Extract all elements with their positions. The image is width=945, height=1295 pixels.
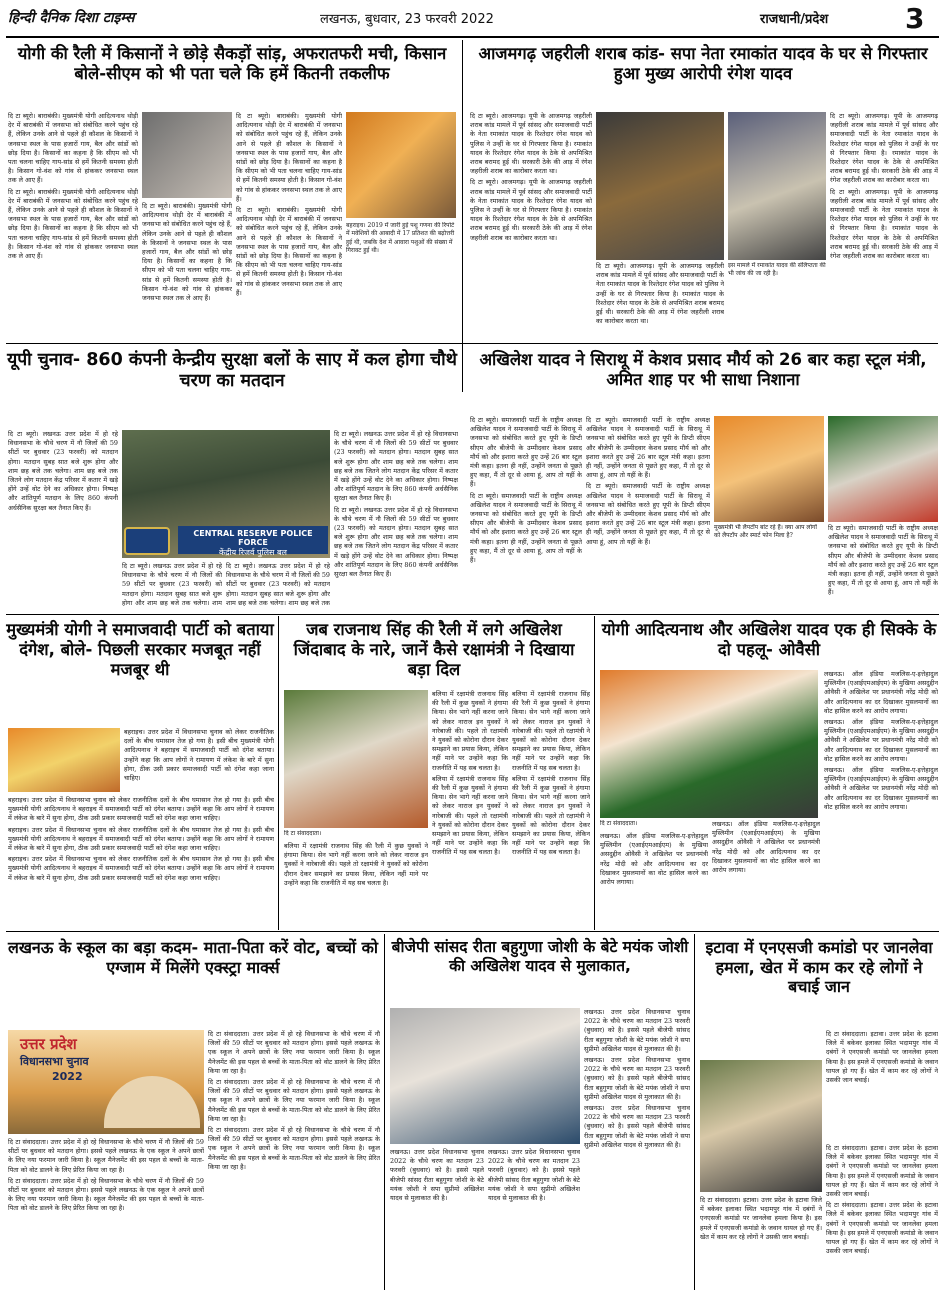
article-text: लखनऊ। ऑल इंडिया मजलिस-ए-इत्तेहादुल मुस्लिमीन (एआईएमआईएम) के मुखिया असदुद्दीन ओवैसी ने अखिलेश पर प्रधानमंत्री नरेंद्र मोदी को और आदित्यनाथ का दर दिखाकर मुसलमानों का वोट हासिल करने का आरोप लगाया। (600, 832, 708, 887)
article-headline: मुख्यमंत्री योगी ने समाजवादी पार्टी को बताया दंगेश, बोले- पिछली सरकार मजबूत नहीं मजबूर थी (6, 620, 274, 680)
article-text-continued: दि टा संवाददाता। उत्तर प्रदेश में हो रहे विधानसभा के चौथे चरण में नौ जिलों की 59 सीटों पर बुधवार को मतदान होगा। इससे पहले लखनऊ के एक स्कूल ने अपने छात्रों के लिए नया फरमान जारी किया है। स्कूल मैनेजमेंट की इस पहल से बच्चों के माता-पिता को वोट डालने के लिए प्रेरित किया जा रहा है। (208, 1078, 380, 1123)
photo-caption: बहराइच। 2019 में जारी हुई पशु गणना की रिपोर्ट में मवेशियों की आबादी में 17 प्रतिशत की बढ़ोत्तरी हुई थी, जबकि देश में आवारा पशुओं की संख्या में गिरावट हुई थी। (346, 222, 455, 255)
article-headline: बीजेपी सांसद रीता बहुगुणा जोशी के बेटे मयंक जोशी की अखिलेश यादव से मुलाकात, (391, 938, 689, 975)
article-body (8, 796, 274, 928)
article-body (600, 832, 708, 928)
article-text: दि टा ब्यूरो। बाराबंकी। मुख्यमंत्री योगी आदित्यनाथ थोड़ी देर में बाराबंकी में जनसभा को संबोधित करने पहुंच रहे हैं, लेकिन उनके आने से पहले ही कौशल के किसानों ने जनसभा स्थल के पास हजारों गाय, बैल और सांडों को छोड़ दिया है। किसानों का कहना है कि सीएम को भी पता चलना चाहिए गाय-सांड से हमें कितनी समस्या होती है। किसान गो-वंश को गांव से हांककर जनसभा स्थल तक ले आए हैं। (8, 112, 138, 185)
article-text-continued: बहराइच। उत्तर प्रदेश में विधानसभा चुनाव को लेकर राजनीतिक दलों के बीच घमासान तेज हो गया है। इसी बीच मुख्यमंत्री योगी आदित्यनाथ ने बहराइच में समाजवादी पार्टी को दंगेश बताया। उन्होंने कहा कि आप लोगों ने रामायण में लंकेश के बारे में सुना होगा, ठीक उसी प्रकार समाजवादी पार्टी को दंगेश कहा जाना चाहिए। (8, 825, 274, 853)
article-text-continued: दि टा ब्यूरो। आजमगढ़। यूपी के आजमगढ़ जहरीली शराब कांड मामले में पूर्व सांसद और समाजवादी पार्टी के नेता रमाकांत यादव के रिश्तेदार रंगेश यादव को पुलिस ने उन्हीं के घर से गिरफ्तार किया है। रमाकांत यादव के रिश्तेदार रंगेश यादव के ठेके से अपमिश्रित शराब बरामद हुई थी। सरकारी ठेके की आड़ में रंगेश जहरीली शराब का कारोबार करता था। (470, 178, 592, 242)
article-text-continued: लखनऊ। उत्तर प्रदेश विधानसभा चुनाव 2022 के चौथे चरण का मतदान 23 फरवरी (बुधवार) को है। इससे पहले बीजेपी सांसद रीता बहुगुणा जोशी के बेटे मयंक जोशी ने सपा सुप्रीमो अखिलेश यादव से मुलाकात की है। (584, 1104, 690, 1149)
article-text: दि टा संवाददाता। इटावा। उत्तर प्रदेश के इटावा जिले में बकेवर इलाका स्थित भदामपुर गांव में दबंगों ने एनएसजी कमांडो पर जानलेवा हमला किया है। इस हमले में एनएसजी कमांडो के जवान घायल हो गए हैं। खेत में काम कर रहे लोगों ने उसकी जान बचाई। (826, 1030, 938, 1085)
section-rule (6, 931, 939, 932)
section-rule (6, 614, 939, 615)
article-text-continued: बलिया में रक्षामंत्री राजनाथ सिंह की रैली में कुछ युवकों ने हंगामा किया। सेन भागे नहीं करना जाने को लेकर नाराज इन युवकों ने नारेबाजी की। पहले तो रक्षामंत्री ने युवकों को कोरोना दौरान देकर समझाने का प्रयास किया, लेकिन नहीं माने पर उन्होंने कहा कि राजनीति में यह सब चलता है। (512, 774, 590, 857)
article-headline: इटावा में एनएसजी कमांडो पर जानलेवा हमला, खेत में काम कर रहे लोगों ने बचाई जान (705, 938, 933, 997)
section-rule (462, 343, 938, 344)
article-body (584, 1008, 690, 1290)
ramakant-photo (728, 112, 826, 260)
article-body (830, 112, 938, 340)
article-body (712, 820, 820, 928)
article-text-continued: लखनऊ। ऑल इंडिया मजलिस-ए-इत्तेहादुल मुस्लिमीन (एआईएमआईएम) के मुखिया असदुद्दीन ओवैसी ने अखिलेश पर प्रधानमंत्री नरेंद्र मोदी को और आदित्यनाथ का दर दिखाकर मुसलमानों का वोट हासिल करने का आरोप लगाया। (824, 766, 938, 811)
article-text: लखनऊ। उत्तर प्रदेश विधानसभा चुनाव 2022 के चौथे चरण का मतदान 23 फरवरी (बुधवार) को है। इससे पहले बीजेपी सांसद रीता बहुगुणा जोशी के बेटे मयंक जोशी ने सपा सुप्रीमो अखिलेश यादव से मुलाकात की है। (488, 1148, 580, 1203)
article-text: लखनऊ। उत्तर प्रदेश विधानसभा चुनाव 2022 के चौथे चरण का मतदान 23 फरवरी (बुधवार) को है। इससे पहले बीजेपी सांसद रीता बहुगुणा जोशी के बेटे मयंक जोशी ने सपा सुप्रीमो अखिलेश यादव से मुलाकात की है। (584, 1008, 690, 1053)
article-headline: योगी की रैली में किसानों ने छोड़े सैकड़ों सांड़, अफरातफरी मची, किसान बोले-सीएम को भी पता चले कि हमें कितनी तकलीफ (17, 44, 447, 84)
masthead-paper-name: हिन्दी दैनिक दिशा टाइम्स (8, 10, 135, 26)
cow-photo (142, 112, 232, 198)
article-headline: आजमगढ़ जहरीली शराब कांड- सपा नेता रमाकांत यादव के घर से गिरफ्तार हुआ मुख्य आरोपी रंगेश यादव (478, 44, 928, 84)
column-rule (694, 934, 695, 1290)
liquor-photo (596, 112, 724, 260)
article-text-continued: दि टा ब्यूरो। आजमगढ़। यूपी के आजमगढ़ जहरीली शराब कांड मामले में पूर्व सांसद और समाजवादी पार्टी के नेता रमाकांत यादव के रिश्तेदार रंगेश यादव को पुलिस ने उन्हीं के घर से गिरफ्तार किया है। रमाकांत यादव के रिश्तेदार रंगेश यादव के ठेके से अपमिश्रित शराब बरामद हुई थी। सरकारी ठेके की आड़ में रंगेश जहरीली शराब का कारोबार करता था। (830, 187, 938, 261)
article-text: बहराइच। उत्तर प्रदेश में विधानसभा चुनाव को लेकर राजनीतिक दलों के बीच घमासान तेज हो गया है। इसी बीच मुख्यमंत्री योगी आदित्यनाथ ने बहराइच में समाजवादी पार्टी को दंगेश बताया। उन्होंने कहा कि आप लोगों ने रामायण में लंकेश के बारे में सुना होगा, ठीक उसी प्रकार समाजवादी पार्टी को दंगेश कहा जाना चाहिए। (124, 728, 274, 783)
photo-caption: मुख्यमंत्री भी लैपटॉप बांट रहे हैं। क्या आप लोगों को लैपटॉप और स्मार्ट फोन मिला है? (714, 524, 817, 540)
section-rule (6, 343, 462, 344)
article-text-continued: लखनऊ। उत्तर प्रदेश विधानसभा चुनाव 2022 के चौथे चरण का मतदान 23 फरवरी (बुधवार) को है। इससे पहले बीजेपी सांसद रीता बहुगुणा जोशी के बेटे मयंक जोशी ने सपा सुप्रीमो अखिलेश यादव से मुलाकात की है। (584, 1056, 690, 1101)
election-graphic (8, 1030, 204, 1134)
article-text-continued: दि टा ब्यूरो। लखनऊ उत्तर प्रदेश में हो रहे विधानसभा के चौथे चरण में नौ जिलों की 59 सीटों पर बुधवार (23 फरवरी) को मतदान होगा। मतदान सुबह सात बजे शुरू होगा और शाम छह बजे तक चलेगा। शाम छह बजे तक जितने लोग मतदान केंद्र परिसर में कतार में खड़े होंगे उन्हें वोट देने का अधिकार होगा। निष्पक्ष और शांतिपूर्ण मतदान के लिए 860 कंपनी अर्धसैनिक सुरक्षा बल तैनात किए हैं। (334, 505, 458, 579)
article-text: बहराइच। उत्तर प्रदेश में विधानसभा चुनाव को लेकर राजनीतिक दलों के बीच घमासान तेज हो गया है। इसी बीच मुख्यमंत्री योगी आदित्यनाथ ने बहराइच में समाजवादी पार्टी को दंगेश बताया। उन्होंने कहा कि आप लोगों ने रामायण में लंकेश के बारे में सुना होगा, ठीक उसी प्रकार समाजवादी पार्टी को दंगेश कहा जाना चाहिए। (8, 796, 274, 823)
article-text-continued: दि टा ब्यूरो। समाजवादी पार्टी के राष्ट्रीय अध्यक्ष अखिलेश यादव ने समाजवादी पार्टी के सिराथू में जनसभा को संबोधित करते हुए यूपी के डिप्टी सीएम और बीजेपी के उम्मीदवार केशव प्रसाद मौर्य को और इशारा करते हुए उन्हें 26 बार स्टूल मंत्री कहा। इतना ही नहीं, उन्होंने जनता से पूछते हुए कहा, मैं तो दूर से आया हूं, आप तो यहीं के हैं। (470, 491, 582, 565)
crpf-banner-text: CENTRAL RESERVE POLICE FORCE (193, 529, 313, 547)
masthead-page-number: 3 (905, 2, 925, 35)
masthead-section: राजधानी/प्रदेश (760, 12, 829, 27)
article-text-continued: बलिया में रक्षामंत्री राजनाथ सिंह की रैली में कुछ युवकों ने हंगामा किया। सेन भागे नहीं करना जाने को लेकर नाराज इन युवकों ने नारेबाजी की। पहले तो रक्षामंत्री ने युवकों को कोरोना दौरान देकर समझाने का प्रयास किया, लेकिन नहीं माने पर उन्होंने कहा कि राजनीति में यह सब चलता है। (432, 774, 508, 857)
article-body (586, 416, 710, 612)
election-graphic-year: 2022 (52, 1070, 83, 1083)
article-text-continued: दि टा संवाददाता। उत्तर प्रदेश में हो रहे विधानसभा के चौथे चरण में नौ जिलों की 59 सीटों पर बुधवार को मतदान होगा। इससे पहले लखनऊ के एक स्कूल ने अपने छात्रों के लिए नया फरमान जारी किया है। स्कूल मैनेजमेंट की इस पहल से बच्चों के माता-पिता को वोट डालने के लिए प्रेरित किया जा रहा है। (8, 1176, 204, 1213)
article-text: दि टा ब्यूरो। समाजवादी पार्टी के राष्ट्रीय अध्यक्ष अखिलेश यादव ने समाजवादी पार्टी के सिराथू में जनसभा को संबोधित करते हुए यूपी के डिप्टी सीएम और बीजेपी के उम्मीदवार केशव प्रसाद मौर्य को और इशारा करते हुए उन्हें 26 बार स्टूल मंत्री कहा। इतना ही नहीं, उन्होंने जनता से पूछते हुए कहा, मैं तो दूर से आया हूं, आप तो यहीं के हैं। (828, 524, 938, 597)
article-text: दि टा ब्यूरो। समाजवादी पार्टी के राष्ट्रीय अध्यक्ष अखिलेश यादव ने समाजवादी पार्टी के सिराथू में जनसभा को संबोधित करते हुए यूपी के डिप्टी सीएम और बीजेपी के उम्मीदवार केशव प्रसाद मौर्य को और इशारा करते हुए उन्हें 26 बार स्टूल मंत्री कहा। इतना ही नहीं, उन्होंने जनता से पूछते हुए कहा, मैं तो दूर से आया हूं, आप तो यहीं के हैं। (586, 416, 710, 480)
article-text: बलिया में रक्षामंत्री राजनाथ सिंह की रैली में कुछ युवकों ने हंगामा किया। सेन भागे नहीं करना जाने को लेकर नाराज इन युवकों ने नारेबाजी की। पहले तो रक्षामंत्री ने युवकों को कोरोना दौरान देकर समझाने का प्रयास किया, लेकिन नहीं माने पर उन्होंने कहा कि राजनीति में यह सब चलता है। (512, 690, 590, 772)
article-text: दि टा संवाददाता। इटावा। उत्तर प्रदेश के इटावा जिले में बकेवर इलाका स्थित भदामपुर गांव में दबंगों ने एनएसजी कमांडो पर जानलेवा हमला किया है। इस हमले में एनएसजी कमांडो के जवान घायल हो गए हैं। खेत में काम कर रहे लोगों ने उसकी जान बचाई। (700, 1196, 822, 1241)
article-body (700, 1196, 822, 1290)
masthead-dateline: लखनऊ, बुधवार, 23 फरवरी 2022 (320, 12, 494, 27)
yogi-photo (346, 112, 456, 218)
article-body (124, 728, 274, 792)
article-body (236, 112, 342, 387)
article-body (824, 670, 938, 928)
article-body (488, 1148, 580, 1290)
article-body (390, 1148, 484, 1290)
article-headline: लखनऊ के स्कूल का बड़ा कदम- माता-पिता करें वोट, बच्चों को एग्जाम में मिलेंगे एक्स्ट्रा मार्क्स (7, 938, 379, 977)
column-rule (462, 40, 463, 392)
article-body (512, 690, 590, 928)
article-text: दि टा ब्यूरो। लखनऊ उत्तर प्रदेश में हो रहे विधानसभा के चौथे चरण में नौ जिलों की 59 सीटों पर बुधवार (23 फरवरी) को मतदान होगा। मतदान सुबह सात बजे शुरू होगा और शाम छह बजे तक चलेगा। शाम छह बजे तक जितने लोग मतदान केंद्र परिसर में कतार में खड़े होंगे उन्हें वोट देने का अधिकार होगा। निष्पक्ष और शांतिपूर्ण मतदान के लिए 860 कंपनी अर्धसैनिक सुरक्षा बल तैनात किए हैं। (8, 430, 118, 512)
article-text: दि टा ब्यूरो। लखनऊ उत्तर प्रदेश में हो रहे विधानसभा के चौथे चरण में नौ जिलों की 59 सीटों पर बुधवार (23 फरवरी) को मतदान होगा। मतदान सुबह सात बजे शुरू होगा और शाम छह बजे तक चलेगा। शाम (122, 562, 222, 607)
yogi-rally-photo (8, 728, 120, 792)
article-headline: जब राजनाथ सिंह की रैली में लगे अखिलेश जिंदाबाद के नारे, जानें कैसे रक्षामंत्री ने दिखाया बड़ा दिल (293, 620, 575, 680)
article-text: दि टा ब्यूरो। लखनऊ उत्तर प्रदेश में हो रहे विधानसभा के चौथे चरण में नौ जिलों की 59 सीटों पर बुधवार (23 फरवरी) को मतदान होगा। मतदान सुबह सात बजे शुरू होगा और शाम छह बजे तक चलेगा। शाम छह बजे तक (226, 562, 330, 607)
article-text-continued: बहराइच। उत्तर प्रदेश में विधानसभा चुनाव को लेकर राजनीतिक दलों के बीच घमासान तेज हो गया है। इसी बीच मुख्यमंत्री योगी आदित्यनाथ ने बहराइच में समाजवादी पार्टी को दंगेश बताया। उन्होंने कहा कि आप लोगों ने रामायण में लंकेश के बारे में सुना होगा, ठीक उसी प्रकार समाजवादी पार्टी को दंगेश कहा जाना चाहिए। (8, 855, 274, 882)
article-text: दि टा ब्यूरो। बाराबंकी। मुख्यमंत्री योगी आदित्यनाथ थोड़ी देर में बाराबंकी में जनसभा को संबोधित करने पहुंच रहे हैं, लेकिन उनके आने से पहले ही कौशल के किसानों ने जनसभा स्थल के पास हजारों गाय, बैल और सांडों को छोड़ दिया है। किसानों का कहना है कि सीएम को भी पता चलना चाहिए गाय-सांड से हमें कितनी समस्या होती है। किसान गो-वंश को गांव से हांककर जनसभा स्थल तक ले आए हैं। (236, 112, 342, 203)
article-text: दि टा संवाददाता। उत्तर प्रदेश में हो रहे विधानसभा के चौथे चरण में नौ जिलों की 59 सीटों पर बुधवार को मतदान होगा। इससे पहले लखनऊ के एक स्कूल ने अपने छात्रों के लिए नया फरमान जारी किया है। स्कूल मैनेजमेंट की इस पहल से बच्चों के माता-पिता को वोट डालने के लिए प्रेरित किया जा रहा है। (8, 1138, 204, 1174)
article-body (8, 1138, 204, 1290)
article-text: दि टा ब्यूरो। आजमगढ़। यूपी के आजमगढ़ जहरीली शराब कांड मामले में पूर्व सांसद और समाजवादी पार्टी के नेता रमाकांत यादव के रिश्तेदार रंगेश यादव को पुलिस ने उन्हीं के घर से गिरफ्तार किया है। रमाकांत यादव के रिश्तेदार रंगेश यादव के ठेके से अपमिश्रित शराब बरामद हुई थी। सरकारी ठेके की आड़ में रंगेश जहरीली शराब का कारोबार करता था। (596, 262, 724, 326)
article-body (470, 112, 592, 340)
article-body (826, 1030, 938, 1140)
column-rule (384, 934, 385, 1290)
article-text: दि टा ब्यूरो। समाजवादी पार्टी के राष्ट्रीय अध्यक्ष अखिलेश यादव ने समाजवादी पार्टी के सिराथू में जनसभा को संबोधित करते हुए यूपी के डिप्टी सीएम और बीजेपी के उम्मीदवार केशव प्रसाद मौर्य को और इशारा करते हुए उन्हें 26 बार स्टूल मंत्री कहा। इतना ही नहीं, उन्होंने जनता से पूछते हुए कहा, मैं तो दूर से आया हूं, आप तो यहीं के हैं। (470, 416, 582, 489)
article-text: दि टा ब्यूरो। बाराबंकी। मुख्यमंत्री योगी आदित्यनाथ थोड़ी देर में बाराबंकी में जनसभा को संबोधित करने पहुंच रहे हैं, लेकिन उनके आने से पहले ही कौशल के किसानों ने जनसभा स्थल के पास हजारों गाय, बैल और सांडों को छोड़ दिया है। किसानों का कहना है कि सीएम को भी पता चलना चाहिए गाय-सांड से हमें कितनी समस्या होती है। किसान गो-वंश को गांव से हांककर जनसभा स्थल तक ले आए हैं। (142, 202, 232, 303)
article-text: दि टा संवाददाता। इटावा। उत्तर प्रदेश के इटावा जिले में बकेवर इलाका स्थित भदामपुर गांव में दबंगों ने एनएसजी कमांडो पर जानलेवा हमला किया है। इस हमले में एनएसजी कमांडो के जवान घायल हो गए हैं। खेत में काम कर रहे लोगों ने उसकी जान बचाई। (826, 1144, 938, 1199)
article-text: लखनऊ। ऑल इंडिया मजलिस-ए-इत्तेहादुल मुस्लिमीन (एआईएमआईएम) के मुखिया असदुद्दीन ओवैसी ने अखिलेश पर प्रधानमंत्री नरेंद्र मोदी को और आदित्यनाथ का दर दिखाकर मुसलमानों का वोट हासिल करने का आरोप लगाया। (824, 670, 938, 715)
keshav-maurya-photo (714, 416, 824, 522)
photo-caption: दि टा संवाददाता। (600, 820, 638, 827)
crpf-banner (178, 526, 328, 557)
article-text-continued: लखनऊ। ऑल इंडिया मजलिस-ए-इत्तेहादुल मुस्लिमीन (एआईएमआईएम) के मुखिया असदुद्दीन ओवैसी ने अखिलेश पर प्रधानमंत्री नरेंद्र मोदी को और आदित्यनाथ का दर दिखाकर मुसलमानों का वोट हासिल करने का आरोप लगाया। (824, 718, 938, 763)
photo-caption: इस मामले में रमाकांत यादव की संलिप्तता की भी जांच की जा रही है। (728, 262, 826, 278)
vidhan-bhawan-icon (104, 1076, 200, 1128)
article-body (8, 112, 138, 387)
article-body (284, 842, 428, 928)
election-graphic-title: उत्तर प्रदेश (20, 1035, 77, 1053)
article-text: बलिया में रक्षामंत्री राजनाथ सिंह की रैली में कुछ युवकों ने हंगामा किया। सेन भागे नहीं करना जाने को लेकर नाराज इन युवकों ने नारेबाजी की। पहले तो रक्षामंत्री ने युवकों को कोरोना दौरान देकर समझाने का प्रयास किया, लेकिन नहीं माने पर उन्होंने कहा कि राजनीति में यह सब चलता है। (432, 690, 508, 772)
column-rule (594, 616, 595, 930)
masthead-rule (6, 36, 939, 38)
article-body (596, 262, 724, 340)
article-text: बलिया में रक्षामंत्री राजनाथ सिंह की रैली में कुछ युवकों ने हंगामा किया। सेन भागे नहीं करना जाने को लेकर नाराज इन युवकों ने नारेबाजी की। पहले तो रक्षामंत्री ने युवकों को कोरोना दौरान देकर समझाने का प्रयास किया, लेकिन नहीं माने पर उन्होंने कहा कि राजनीति में यह सब चलता है। (284, 842, 428, 887)
article-text: दि टा संवाददाता। उत्तर प्रदेश में हो रहे विधानसभा के चौथे चरण में नौ जिलों की 59 सीटों पर बुधवार को मतदान होगा। इससे पहले लखनऊ के एक स्कूल ने अपने छात्रों के लिए नया फरमान जारी किया है। स्कूल मैनेजमेंट की इस पहल से बच्चों के माता-पिता को वोट डालने के लिए प्रेरित किया जा रहा है। (208, 1030, 380, 1075)
article-text: लखनऊ। ऑल इंडिया मजलिस-ए-इत्तेहादुल मुस्लिमीन (एआईएमआईएम) के मुखिया असदुद्दीन ओवैसी ने अखिलेश पर प्रधानमंत्री नरेंद्र मोदी को और आदित्यनाथ का दर दिखाकर मुसलमानों का वोट हासिल करने का आरोप लगाया। (712, 820, 820, 875)
article-body (8, 430, 118, 610)
owaisi-photo (600, 670, 818, 818)
article-text-continued: दि टा संवाददाता। इटावा। उत्तर प्रदेश के इटावा जिले में बकेवर इलाका स्थित भदामपुर गांव में दबंगों ने एनएसजी कमांडो पर जानलेवा हमला किया है। इस हमले में एनएसजी कमांडो के जवान घायल हो गए हैं। खेत में काम कर रहे लोगों ने उसकी जान बचाई। (826, 1201, 938, 1256)
mayank-akhilesh-photo (390, 1008, 580, 1144)
article-body (122, 562, 222, 608)
article-text: दि टा ब्यूरो। आजमगढ़। यूपी के आजमगढ़ जहरीली शराब कांड मामले में पूर्व सांसद और समाजवादी पार्टी के नेता रमाकांत यादव के रिश्तेदार रंगेश यादव को पुलिस ने उन्हीं के घर से गिरफ्तार किया है। रमाकांत यादव के रिश्तेदार रंगेश यादव के ठेके से अपमिश्रित शराब बरामद हुई थी। सरकारी ठेके की आड़ में रंगेश जहरीली शराब का कारोबार करता था। (830, 112, 938, 185)
article-headline: यूपी चुनाव- 860 कंपनी केन्द्रीय सुरक्षा बलों के साए में कल होगा चौथे चरण का मतदान (7, 350, 457, 392)
article-body (226, 562, 330, 608)
article-body (208, 1030, 380, 1290)
article-text-continued: दि टा ब्यूरो। बाराबंकी। मुख्यमंत्री योगी आदित्यनाथ थोड़ी देर में बाराबंकी में जनसभा को संबोधित करने पहुंच रहे हैं, लेकिन उनके आने से पहले ही कौशल के किसानों ने जनसभा स्थल के पास हजारों गाय, बैल और सांडों को छोड़ दिया है। किसानों का कहना है कि सीएम को भी पता चलना चाहिए गाय-सांड से हमें कितनी समस्या होती है। किसान गो-वंश को गांव से हांककर जनसभा स्थल तक ले आए हैं। (8, 187, 138, 261)
article-text-continued: दि टा ब्यूरो। बाराबंकी। मुख्यमंत्री योगी आदित्यनाथ थोड़ी देर में बाराबंकी में जनसभा को संबोधित करने पहुंच रहे हैं, लेकिन उनके आने से पहले ही कौशल के किसानों ने जनसभा स्थल के पास हजारों गाय, बैल और सांडों को छोड़ दिया है। किसानों का कहना है कि सीएम को भी पता चलना चाहिए गाय-सांड से हमें कितनी समस्या होती है। किसान गो-वंश को गांव से हांककर जनसभा स्थल तक ले आए हैं। (236, 206, 342, 297)
crpf-emblem-icon (124, 527, 170, 555)
article-body (432, 690, 508, 928)
column-rule (278, 616, 279, 930)
article-body (828, 524, 938, 612)
election-graphic-subtitle: विधानसभा चुनाव (20, 1055, 89, 1068)
article-text-continued: दि टा संवाददाता। उत्तर प्रदेश में हो रहे विधानसभा के चौथे चरण में नौ जिलों की 59 सीटों पर बुधवार को मतदान होगा। इससे पहले लखनऊ के एक स्कूल ने अपने छात्रों के लिए नया फरमान जारी किया है। स्कूल मैनेजमेंट की इस पहल से बच्चों के माता-पिता को वोट डालने के लिए प्रेरित किया जा रहा है। (208, 1126, 380, 1171)
article-text: दि टा ब्यूरो। आजमगढ़। यूपी के आजमगढ़ जहरीली शराब कांड मामले में पूर्व सांसद और समाजवादी पार्टी के नेता रमाकांत यादव के रिश्तेदार रंगेश यादव को पुलिस ने उन्हीं के घर से गिरफ्तार किया है। रमाकांत यादव के रिश्तेदार रंगेश यादव के ठेके से अपमिश्रित शराब बरामद हुई थी। सरकारी ठेके की आड़ में रंगेश जहरीली शराब का कारोबार करता था। (470, 112, 592, 176)
article-body (826, 1144, 938, 1290)
article-body (334, 430, 458, 610)
article-text: लखनऊ। उत्तर प्रदेश विधानसभा चुनाव 2022 के चौथे चरण का मतदान 23 फरवरी (बुधवार) को है। इससे पहले बीजेपी सांसद रीता बहुगुणा जोशी के बेटे मयंक जोशी ने सपा सुप्रीमो अखिलेश यादव से मुलाकात की है। (390, 1148, 484, 1203)
crpf-banner-subtext: केंद्रीय रिजर्व पुलिस बल (219, 548, 287, 557)
article-headline: योगी आदित्यनाथ और अखिलेश यादव एक ही सिक्के के दो पहलू- ओवैसी (601, 620, 937, 660)
photo-caption: दि टा संवाददाता। (284, 830, 322, 837)
rajnath-photo (284, 690, 428, 828)
article-text: दि टा ब्यूरो। लखनऊ उत्तर प्रदेश में हो रहे विधानसभा के चौथे चरण में नौ जिलों की 59 सीटों पर बुधवार (23 फरवरी) को मतदान होगा। मतदान सुबह सात बजे शुरू होगा और शाम छह बजे तक चलेगा। शाम छह बजे तक जितने लोग मतदान केंद्र परिसर में कतार में खड़े होंगे उन्हें वोट देने का अधिकार होगा। निष्पक्ष और शांतिपूर्ण मतदान के लिए 860 कंपनी अर्धसैनिक सुरक्षा बल तैनात किए हैं। (334, 430, 458, 503)
article-headline: अखिलेश यादव ने सिराथू में केशव प्रसाद मौर्य को 26 बार कहा स्टूल मंत्री, अमित शाह पर भी साधा निशाना (479, 350, 927, 390)
article-body (470, 416, 582, 612)
article-text-continued: दि टा ब्यूरो। समाजवादी पार्टी के राष्ट्रीय अध्यक्ष अखिलेश यादव ने समाजवादी पार्टी के सिराथू में जनसभा को संबोधित करते हुए यूपी के डिप्टी सीएम और बीजेपी के उम्मीदवार केशव प्रसाद मौर्य को और इशारा करते हुए उन्हें 26 बार स्टूल मंत्री कहा। इतना ही नहीं, उन्होंने जनता से पूछते हुए कहा, मैं तो दूर से आया हूं, आप तो यहीं के हैं। (586, 482, 710, 546)
nsg-commando-photo (700, 1060, 822, 1192)
akhilesh-photo (828, 416, 938, 522)
